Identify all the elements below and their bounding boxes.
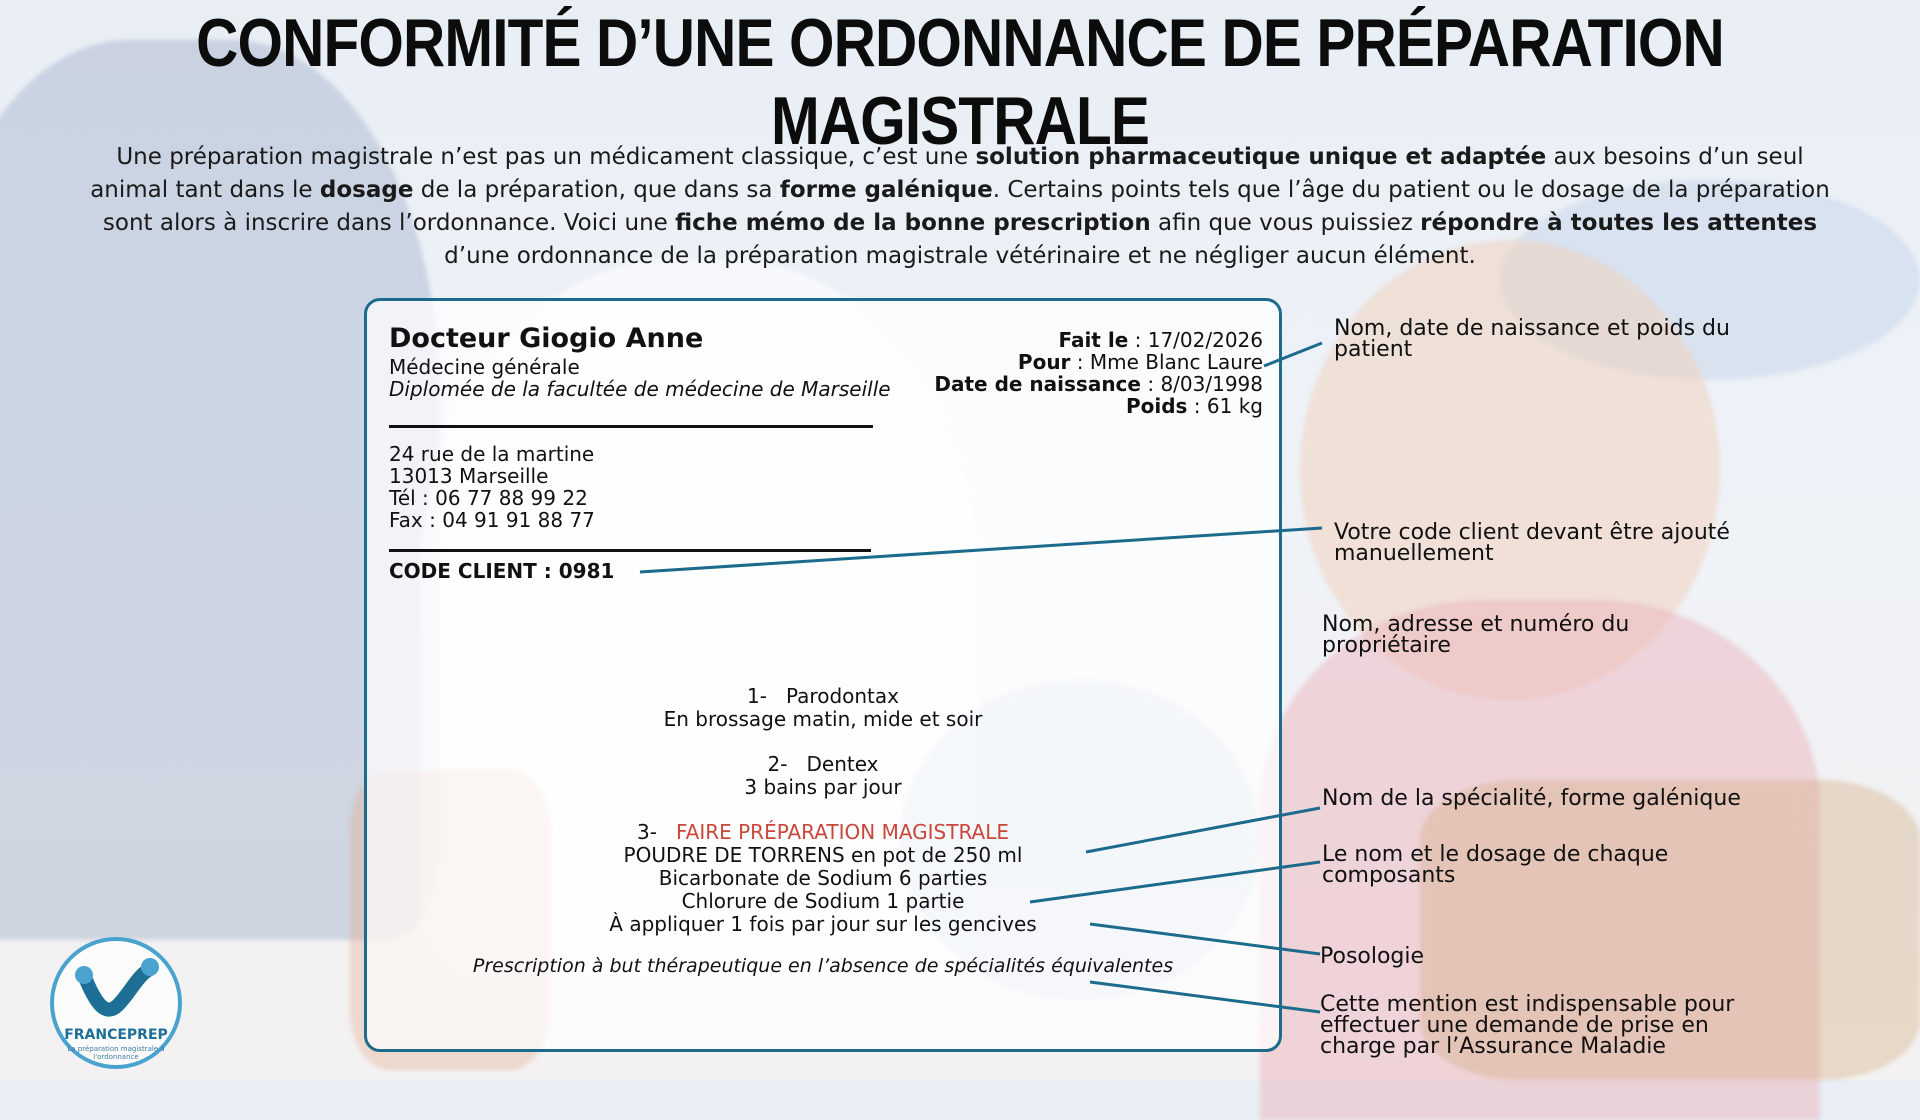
annotation-owner: Nom, adresse et numéro du propriétaire <box>1322 612 1630 658</box>
logo-tagline: La préparation magistrale à l'ordonnance <box>67 1045 165 1061</box>
annotation-patient: Nom, date de naissance et poids du patient <box>1334 316 1730 362</box>
phone: Tél : 06 77 88 99 22 <box>389 486 588 510</box>
intro-text: de la préparation, que dans sa <box>413 177 780 203</box>
doctor-diploma: Diplomée de la facultée de médecine de Marseille <box>389 377 891 401</box>
rx-line: Bicarbonate de Sodium 6 parties <box>658 866 988 890</box>
doctor-address <box>389 443 595 531</box>
intro-text: Une préparation magistrale n’est pas un médicament classique, c’est une <box>116 144 976 170</box>
intro-text: . Certains points tels que l’âge du patient ou le dosage de la préparation sont alors à inscrire dans l’ordonnance. Voici une <box>102 177 1830 236</box>
intro-emphasis: répondre à toutes les attentes <box>1420 210 1818 236</box>
annotation-mention: Cette mention est indispensable pour effectuer une demande de prise en charge par l’Assurance Maladie <box>1320 992 1735 1059</box>
annotation-posology: Posologie <box>1320 944 1425 969</box>
rx-item-3 <box>367 821 1279 936</box>
patient-info <box>934 329 1263 417</box>
annotation-client-code: Votre code client devant être ajouté manuellement <box>1334 520 1730 566</box>
divider <box>389 549 871 552</box>
address-line: 24 rue de la martine <box>389 442 595 466</box>
rx-item-title: 3- FAIRE PRÉPARATION MAGISTRALE <box>636 820 1010 844</box>
fax: Fax : 04 91 91 88 77 <box>389 508 595 532</box>
rx-posology: À appliquer 1 fois par jour sur les gencives <box>609 912 1037 936</box>
logo-brand: FRANCEPREP <box>64 1027 168 1043</box>
page-title: CONFORMITÉ D’UNE ORDONNANCE DE PRÉPARATION MAGISTRALE <box>196 5 1724 159</box>
divider <box>389 425 873 428</box>
weight-row: Poids : 61 kg <box>1125 394 1263 418</box>
intro-emphasis: forme galénique <box>779 177 993 203</box>
patient-row: Pour : Mme Blanc Laure <box>1017 350 1263 374</box>
rx-line: POUDRE DE TORRENS en pot de 250 ml <box>623 843 1023 867</box>
intro-emphasis: solution pharmaceutique unique et adaptée <box>975 144 1547 170</box>
magistral-label: FAIRE PRÉPARATION MAGISTRALE <box>675 820 1010 844</box>
address-city: 13013 Marseille <box>389 464 549 488</box>
client-code: CODE CLIENT : 0981 <box>389 559 615 583</box>
intro-emphasis: dosage <box>319 177 414 203</box>
intro-text: aux besoins d’un seul animal tant dans le <box>90 144 1804 203</box>
therapeutic-mention: Prescription à but thérapeutique en l’absence de spécialités équivalentes <box>472 955 1174 977</box>
intro-emphasis: fiche mémo de la bonne prescription <box>675 210 1151 236</box>
rx-item-detail: 3 bains par jour <box>744 775 902 799</box>
doctor-name: Docteur Giogio Anne <box>389 323 704 354</box>
intro-paragraph <box>80 141 1840 273</box>
birthdate-row: Date de naissance : 8/03/1998 <box>934 372 1263 396</box>
rx-item-title: 2- Dentex <box>767 752 879 776</box>
rx-item-detail: En brossage matin, mide et soir <box>663 707 983 731</box>
date-row: Fait le : 17/02/2026 <box>1058 328 1263 352</box>
rx-line: Chlorure de Sodium 1 partie <box>681 889 965 913</box>
intro-text: afin que vous puissiez <box>1150 210 1421 236</box>
prescription-card <box>364 298 1282 1052</box>
rx-item-title: 1- Parodontax <box>747 684 899 708</box>
intro-text: d’une ordonnance de la préparation magistrale vétérinaire et ne négliger aucun élément. <box>444 243 1476 269</box>
annotation-speciality: Nom de la spécialité, forme galénique <box>1322 786 1741 811</box>
rx-item-2 <box>367 753 1279 799</box>
rx-item-1 <box>367 685 1279 731</box>
franceprep-logo <box>46 935 186 1070</box>
doctor-specialty: Médecine générale <box>389 355 580 379</box>
annotation-components: Le nom et le dosage de chaque composants <box>1322 842 1669 888</box>
